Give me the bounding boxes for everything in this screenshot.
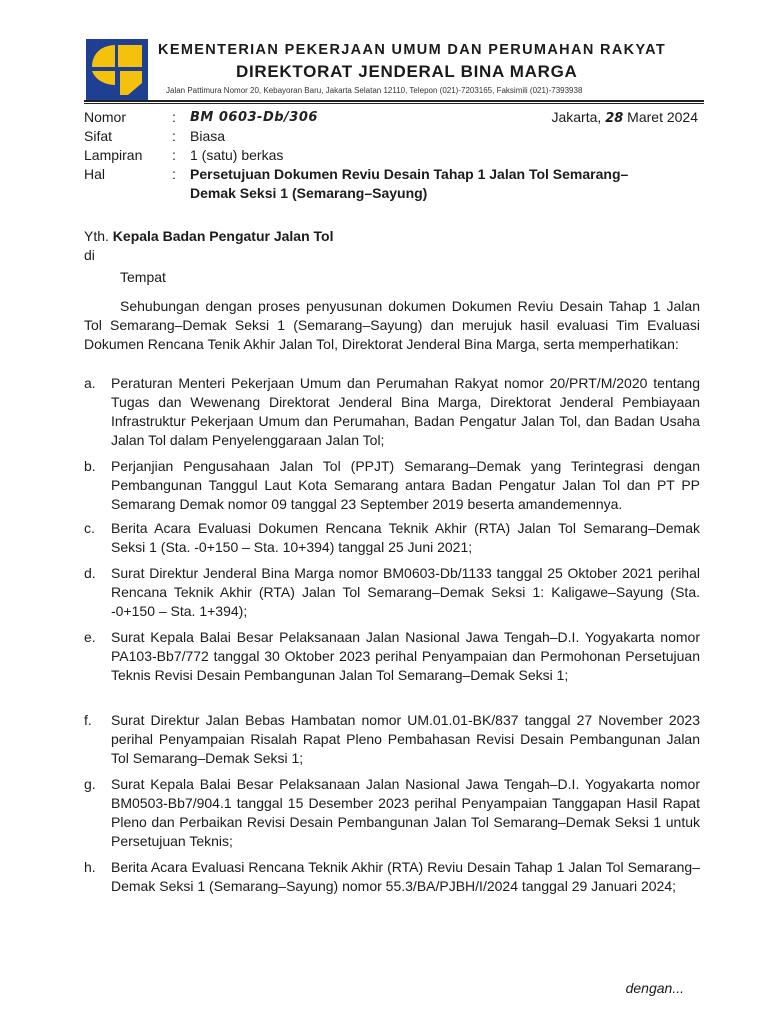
pupr-logo-icon: [86, 39, 148, 101]
list-marker: e.: [84, 629, 96, 645]
list-marker: b.: [84, 458, 96, 474]
addressee-di: di: [84, 247, 95, 263]
addressee-place: Tempat: [120, 269, 166, 285]
yth-label: Yth.: [84, 228, 109, 244]
hal-colon: :: [172, 166, 176, 182]
list-marker: a.: [84, 375, 96, 391]
lampiran-label: Lampiran: [84, 147, 143, 163]
ministry-name: KEMENTERIAN PEKERJAAN UMUM DAN PERUMAHAN RAKYAT: [158, 42, 667, 58]
nomor-colon: :: [172, 109, 176, 125]
list-marker: d.: [84, 565, 96, 581]
date-day: 28: [605, 111, 624, 126]
continuation-marker: dengan...: [625, 980, 684, 996]
list-text: Peraturan Menteri Pekerjaan Umum dan Perumahan Rakyat nomor 20/PRT/M/2020 tentang Tugas dan Wewenang Direktorat Jenderal Bina Marga, Direktorat Jenderal Pembiayaan Infrastruktur Pekerjaan Umum dan Perumahan, Badan Pengatur Jalan Tol, dan Badan Usaha Jalan Tol dalam Penyelenggaraan Jalan Tol;: [111, 375, 700, 448]
logo-divider-h: [90, 68, 144, 71]
letter-date: [551, 108, 698, 128]
addressee-line: [84, 227, 700, 246]
intro-paragraph: Sehubungan dengan proses penyusunan dokumen Dokumen Reviu Desain Tahap 1 Jalan Tol Semarang–Demak Seksi 1 (Semarang–Sayung) dan merujuk hasil evaluasi Tim Evaluasi Dokumen Rencana Tenik Akhir Jalan Tol, Direktorat Jenderal Bina Marga, serta memperhatikan:: [84, 298, 700, 352]
addressee-name: Kepala Badan Pengatur Jalan Tol: [112, 228, 334, 244]
hal-value: Persetujuan Dokumen Reviu Desain Tahap 1 Jalan Tol Semarang–Demak Seksi 1 (Semarang–Sayung): [190, 166, 629, 201]
list-marker: g.: [84, 776, 96, 792]
list-text: Surat Direktur Jenderal Bina Marga nomor BM0603-Db/1133 tanggal 25 Oktober 2021 perihal Rencana Teknik Akhir (RTA) Jalan Tol Semarang–Demak Seksi 1: Kaligawe–Sayung (Sta. -0+150 – Sta. 1+394);: [111, 565, 700, 619]
list-text: Berita Acara Evaluasi Dokumen Rencana Teknik Akhir (RTA) Jalan Tol Semarang–Demak Seksi 1 (Sta. -0+150 – Sta. 10+394) tanggal 25 Juni 2021;: [111, 520, 700, 555]
sifat-label: Sifat: [84, 128, 113, 144]
sifat-value: Biasa: [190, 128, 226, 144]
header-rule-thin: [84, 103, 704, 104]
header-rule-thick: [84, 100, 704, 102]
hal-label: Hal: [84, 166, 106, 182]
list-marker: h.: [84, 859, 96, 875]
date-month-year: Maret 2024: [627, 109, 698, 125]
nomor-value: BM 0603-Db/306: [190, 110, 318, 125]
directorate-name: DIREKTORAT JENDERAL BINA MARGA: [236, 62, 578, 81]
logo-yellow-block-a: [118, 45, 142, 67]
list-text: Perjanjian Pengusahaan Jalan Tol (PPJT) Semarang–Demak yang Terintegrasi dengan Pembangunan Tanggul Laut Kota Semarang antara Badan Pengatur Jalan Tol dan PT PP Semarang Demak nomor 09 tanggal 23 September 2019 beserta amandemennya.: [111, 458, 700, 512]
sifat-colon: :: [172, 128, 176, 144]
office-address: Jalan Pattimura Nomor 20, Kebayoran Baru, Jakarta Selatan 12110, Telepon (021)-7203165, Faksimili (021)-7393938: [166, 86, 583, 95]
list-marker: c.: [84, 520, 95, 536]
list-text: Surat Kepala Balai Besar Pelaksanaan Jalan Nasional Jawa Tengah–D.I. Yogyakarta nomor BM0503-Bb7/904.1 tanggal 15 Desember 2023 perihal Penyampaian Tanggapan Hasil Rapat Pleno dan Perbaikan Revisi Desain Pembangunan Jalan Tol Semarang–Demak Seksi 1 untuk Persetujuan Teknis;: [111, 776, 700, 849]
nomor-label: Nomor: [84, 109, 127, 125]
list-text: Berita Acara Evaluasi Rencana Teknik Akhir (RTA) Reviu Desain Tahap 1 Jalan Tol Semarang–Demak Seksi 1 (Semarang–Sayung) nomor 55.3/BA/PJBH/I/2024 tanggal 29 Januari 2024;: [111, 859, 700, 894]
lampiran-colon: :: [172, 147, 176, 163]
addressee-block: [84, 227, 700, 285]
list-marker: f.: [84, 712, 92, 728]
list-text: Surat Direktur Jalan Bebas Hambatan nomor UM.01.01-BK/837 tanggal 27 November 2023 perihal Penyampaian Risalah Rapat Pleno Pembahasan Revisi Desain Pembangunan Jalan Tol Semarang–Demak Seksi 1;: [111, 712, 700, 766]
lampiran-value: 1 (satu) berkas: [190, 147, 284, 163]
list-text: Surat Kepala Balai Besar Pelaksanaan Jalan Nasional Jawa Tengah–D.I. Yogyakarta nomor PA103-Bb7/772 tanggal 30 Oktober 2023 perihal Penyampaian dan Permohonan Persetujuan Teknis Revisi Desain Pembangunan Jalan Tol Semarang–Demak Seksi 1;: [111, 629, 700, 683]
date-place: Jakarta,: [551, 109, 602, 125]
